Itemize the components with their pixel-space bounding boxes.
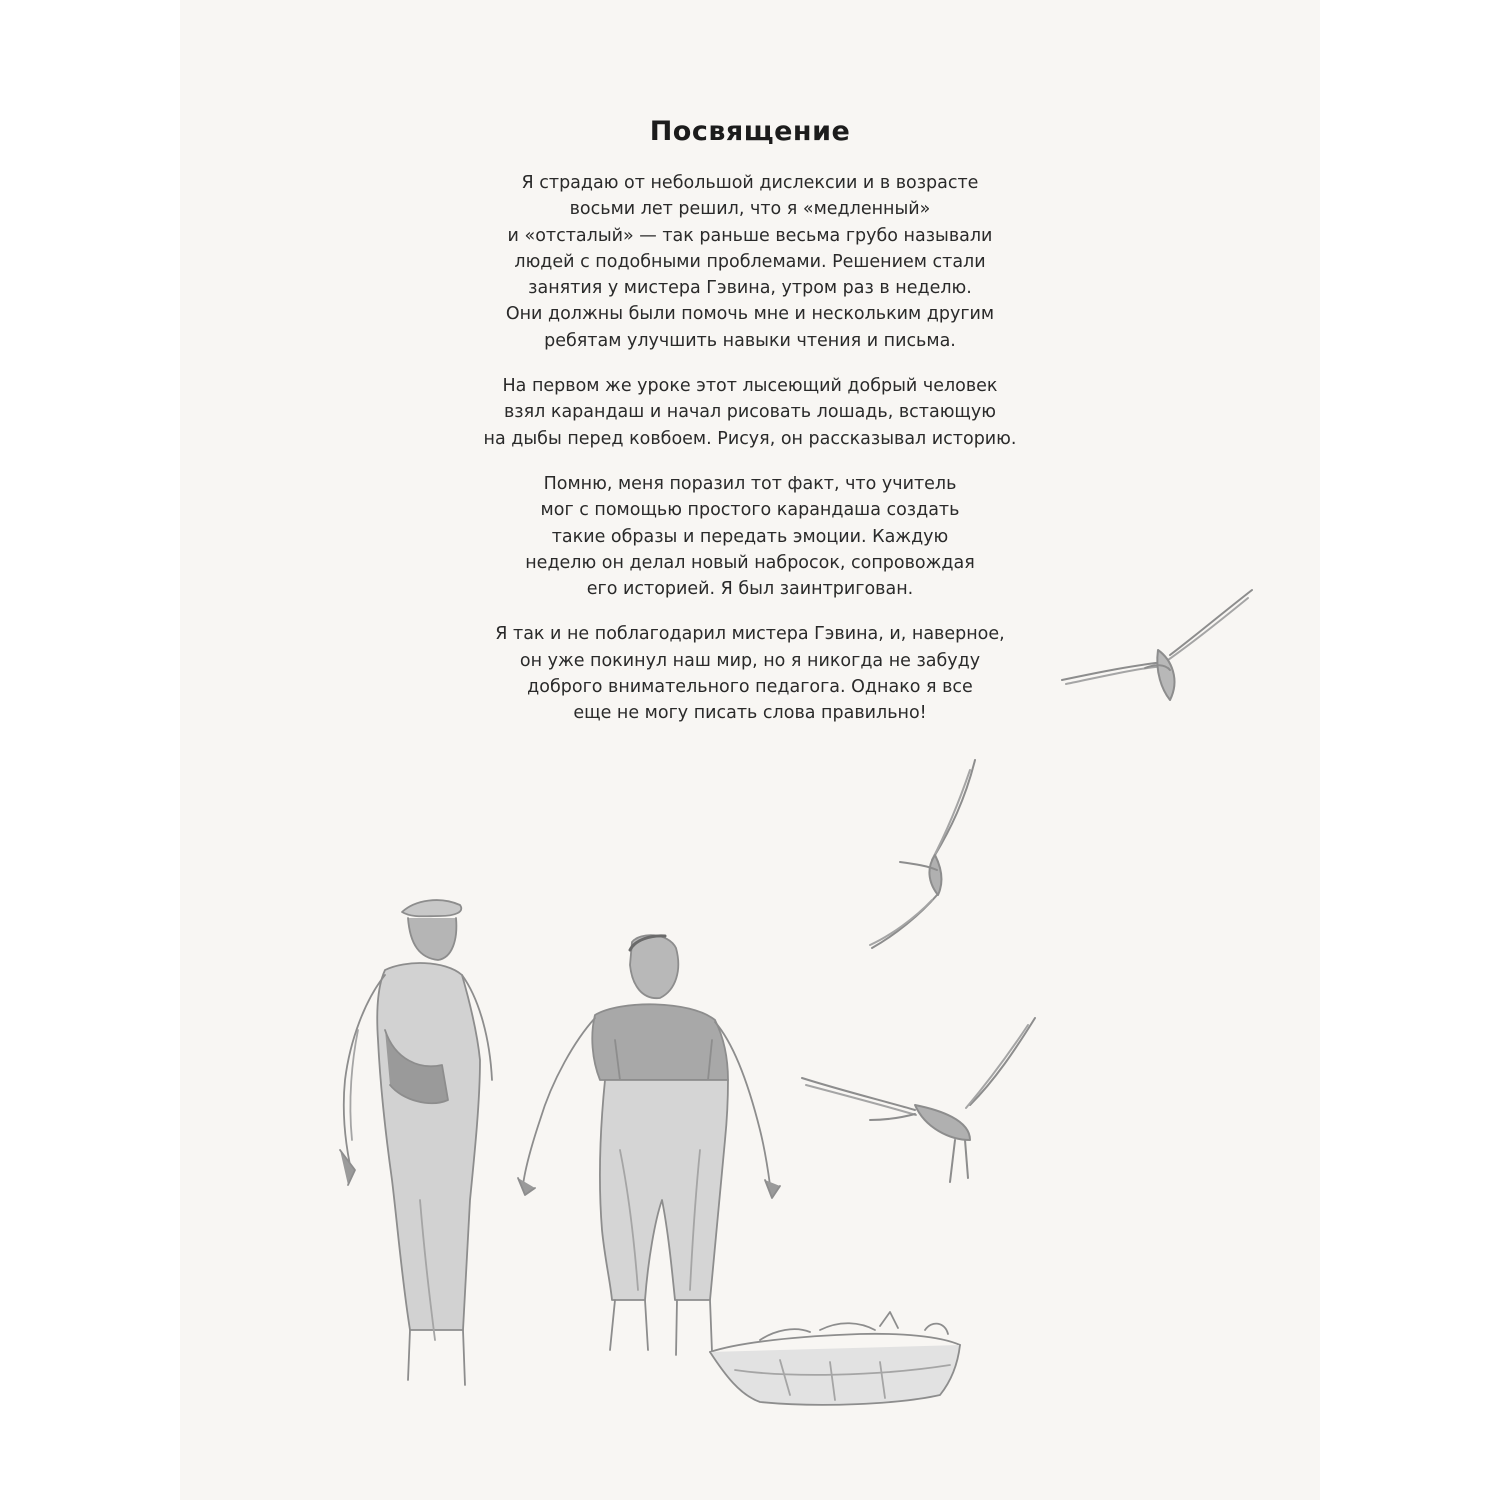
text-line: людей с подобными проблемами. Решением стали <box>514 251 986 272</box>
fish-basket-illustration <box>710 1312 960 1405</box>
text-line: Они должны были помочь мне и нескольким другим <box>505 304 995 325</box>
page-title: Посвящение <box>649 116 851 147</box>
seagull-illustration-2 <box>870 760 975 948</box>
text-line: ребятам улучшить навыки чтения и письма. <box>544 330 956 351</box>
dedication-text-block <box>180 114 1320 746</box>
text-line: и «отсталый» — так раньше весьма грубо называли <box>507 225 993 246</box>
text-line: взял карандаш и начал рисовать лошадь, встающую <box>503 402 997 423</box>
text-line: неделю он делал новый набросок, сопровождая <box>525 552 975 573</box>
text-line: На первом же уроке этот лысеющий добрый человек <box>502 376 998 397</box>
text-line: занятия у мистера Гэвина, утром раз в неделю. <box>528 278 972 299</box>
text-line: еще не могу писать слова правильно! <box>573 703 927 724</box>
text-line: Я так и не поблагодарил мистера Гэвина, и, наверное, <box>495 624 1005 645</box>
text-line: Помню, меня поразил тот факт, что учитель <box>543 473 957 494</box>
paragraph-2 <box>180 373 1320 452</box>
paragraph-4 <box>180 621 1320 726</box>
text-line: доброго внимательного педагога. Однако я все <box>527 677 973 698</box>
seagull-illustration-3 <box>802 1018 1035 1182</box>
book-page <box>180 0 1320 1500</box>
text-line: он уже покинул наш мир, но я никогда не забуду <box>519 650 981 671</box>
text-line: восьми лет решил, что я «медленный» <box>569 199 931 220</box>
fisherman-figure-left <box>340 900 492 1385</box>
text-line: на дыбы перед ковбоем. Рисуя, он рассказывал историю. <box>483 428 1017 449</box>
paragraph-1 <box>180 170 1320 354</box>
fisherman-figure-center <box>518 935 780 1355</box>
text-line: Я страдаю от небольшой дислексии и в возрасте <box>521 173 979 193</box>
text-line: такие образы и передать эмоции. Каждую <box>551 526 949 547</box>
text-line: его историей. Я был заинтригован. <box>586 579 914 600</box>
paragraph-3 <box>180 471 1320 602</box>
text-line: мог с помощью простого карандаша создать <box>540 500 960 521</box>
